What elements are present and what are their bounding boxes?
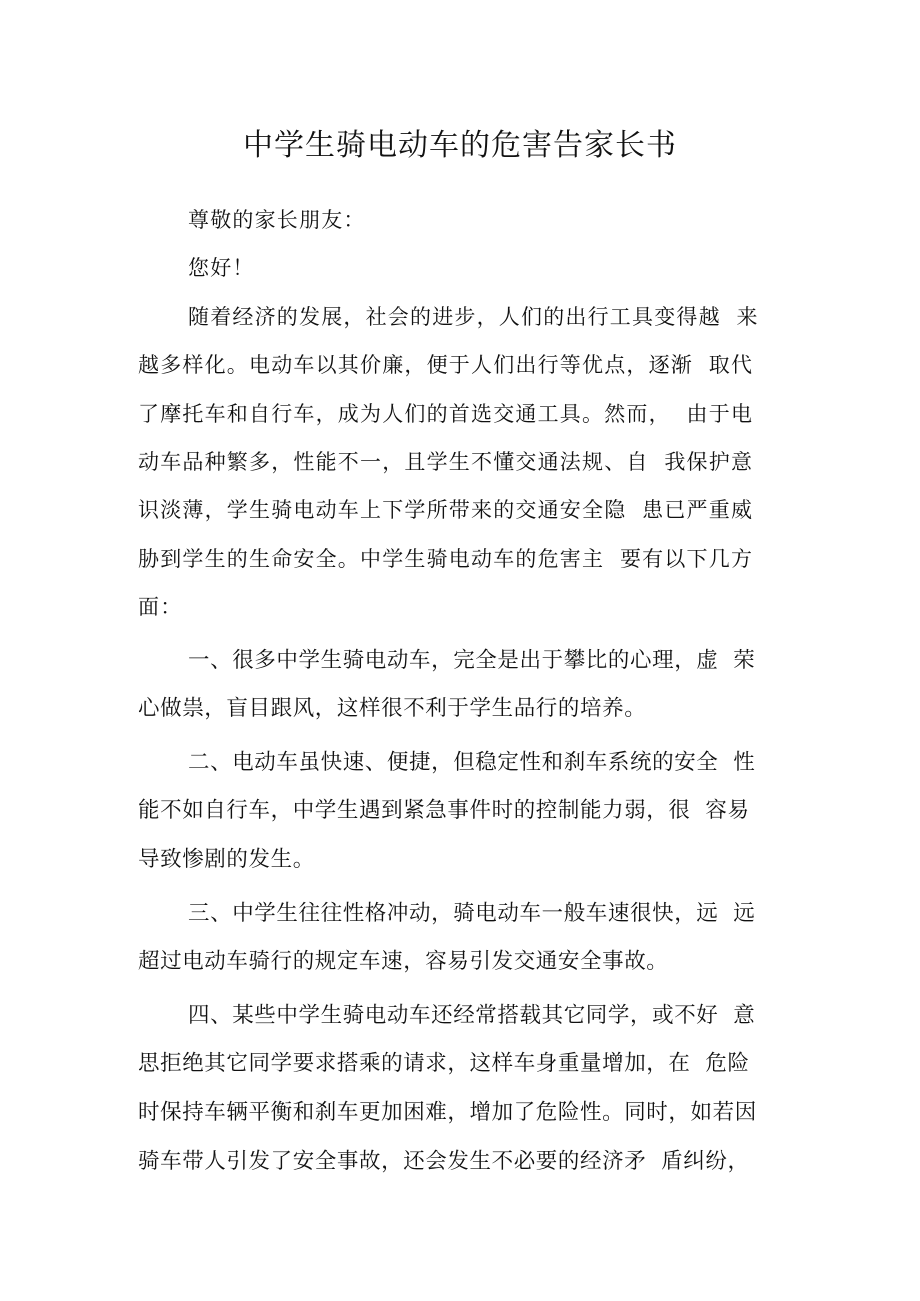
greeting: 您好！ [188,256,255,281]
point-line: 时保持车辆平衡和刹车更加困难，增加了危险性。同时，如若因 [138,1100,757,1125]
intro-line: 越多样化。电动车以其价廉，便于人们出行等优点，逐渐 取代 [138,353,754,378]
intro-line: 了摩托车和自行车，成为人们的首选交通工具。然而， 由于电 [138,401,754,426]
intro-line: 动车品种繁多，性能不一，且学生不懂交通法规、自 我保护意 [138,450,754,475]
point-1 [138,637,788,734]
intro-paragraph [138,293,788,632]
point-line: 能不如自行车，中学生遇到紧急事件时的控制能力弱，很 容易 [138,798,750,824]
point-line: 三、中学生往往性格冲动，骑电动车一般车速很快，远 远 [188,900,756,926]
point-line: 思拒绝其它同学要求搭乘的请求，这样车身重量增加，在 危险 [138,1051,750,1077]
salutation: 尊敬的家长朋友： [188,208,366,232]
intro-line: 随着经济的发展，社会的进步，人们的出行工具变得越 来 [188,304,759,329]
point-line: 心做祟，盲目跟风，这样很不利于学生品行的培养。 [138,696,647,722]
point-line: 四、某些中学生骑电动车还经常搭载其它同学，或不好 意 [188,1002,756,1028]
document-title: 中学生骑电动车的危害告家长书 [243,128,677,163]
point-line: 二、电动车虽快速、便捷，但稳定性和刹车系统的安全 性 [188,749,756,775]
point-2 [138,739,788,885]
intro-line: 面： [138,595,183,620]
point-line: 导致惨剧的发生。 [138,847,315,873]
point-4 [138,992,788,1186]
point-line: 一、很多中学生骑电动车，完全是出于攀比的心理，虚 荣 [188,647,756,673]
point-3 [138,890,788,987]
point-line: 超过电动车骑行的规定车速，容易引发交通安全事故。 [138,949,669,975]
point-line: 骑车带人引发了安全事故，还会发生不必要的经济矛 盾纠纷， [138,1148,750,1174]
intro-line: 胁到学生的生命安全。中学生骑电动车的危害主 要有以下几方 [138,546,754,571]
intro-line: 识淡薄，学生骑电动车上下学所带来的交通安全隐 患已严重威 [138,498,754,523]
document-body [138,196,788,1186]
